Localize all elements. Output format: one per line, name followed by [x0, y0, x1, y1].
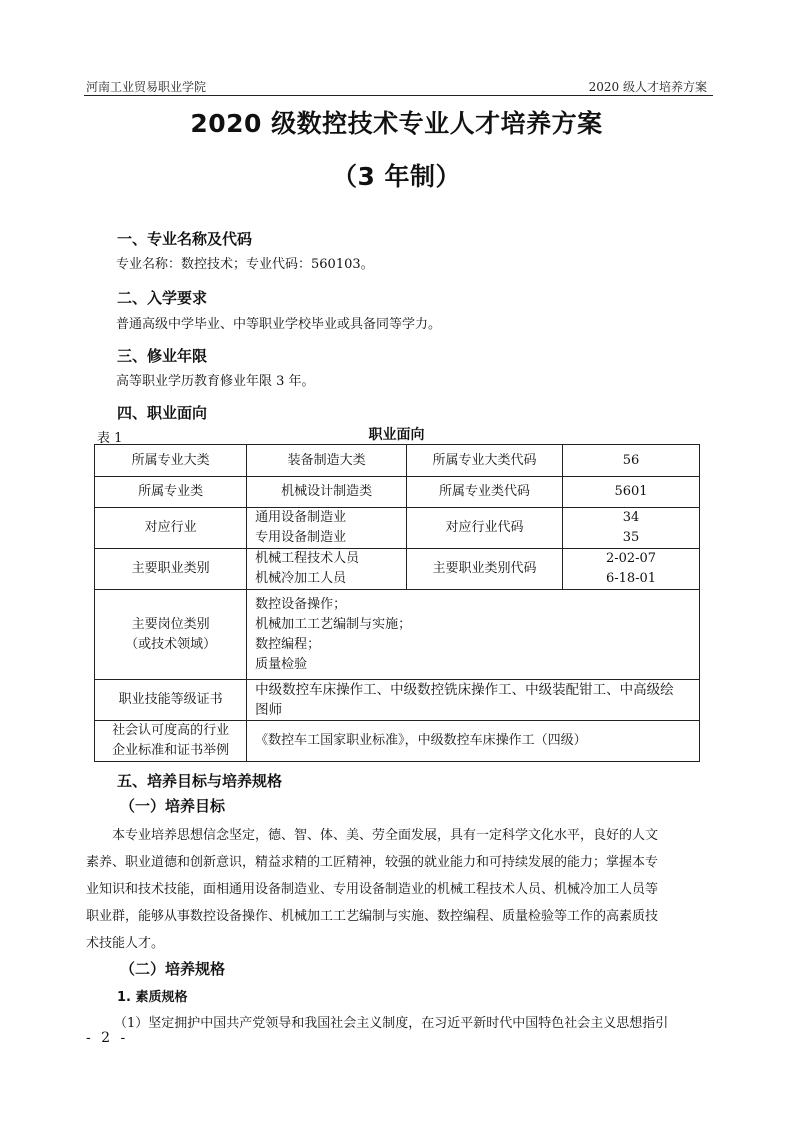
cell-key: 主要职业类别 [95, 549, 247, 590]
key-line: 企业标准和证书举例 [112, 743, 230, 758]
code-line: 2-02-07 [605, 551, 657, 566]
post-line: 数控编程； [255, 636, 321, 652]
key-line: 主要岗位类别 [131, 616, 210, 632]
page-number: - 2 - [86, 1030, 129, 1046]
post-line: 质量检验 [255, 656, 308, 672]
paragraph-line: 业知识和技术技能，面相通用设备制造业、专用设备制造业的机械工程技术人员、机械冷加工人员等 [86, 882, 659, 897]
paragraph-line: 素养、职业道德和创新意识，精益求精的工匠精神，较强的就业能力和可持续发展的能力；掌握本专 [86, 855, 659, 870]
cell-value: 《数控车工国家职业标准》，中级数控车床操作工（四级） [247, 721, 700, 762]
industry-line: 专用设备制造业 [255, 530, 347, 545]
section-2-text: 普通高级中学毕业、中等职业学校毕业或具备同等学力。 [116, 317, 442, 332]
cell-value [247, 680, 700, 721]
header-institution: 河南工业贸易职业学院 [86, 80, 207, 94]
document-title: 2020 级数控技术专业人才培养方案 [190, 109, 603, 138]
cell-value: 机械设计制造类 [247, 477, 407, 508]
occupation-table [94, 444, 700, 762]
key-line: （或技术领域） [125, 636, 217, 652]
section-2-heading: 二、入学要求 [117, 289, 208, 307]
section-4-heading: 四、职业面向 [117, 404, 208, 422]
cell-value [563, 508, 700, 549]
cell-value [247, 508, 407, 549]
cell-key: 所属专业类代码 [407, 477, 563, 508]
code-line: 6-18-01 [605, 571, 657, 586]
cell-key [95, 590, 247, 680]
paragraph-line: 本专业培养思想信念坚定，德、智、体、美、劳全面发展，具有一定科学文化水平，良好的人文 [86, 828, 659, 843]
industry-line: 通用设备制造业 [255, 510, 347, 525]
cell-key: 对应行业代码 [407, 508, 563, 549]
table-row [95, 549, 700, 590]
header-plan-name: 2020 级人才培养方案 [588, 80, 707, 94]
table-row [95, 721, 700, 762]
item-quality-text: （1）坚定拥护中国共产党领导和我国社会主义制度，在习近平新时代中国特色社会主义思想指引 [114, 1016, 669, 1031]
cell-key: 职业技能等级证书 [95, 680, 247, 721]
paragraph-line: 术技能人才。 [86, 936, 165, 951]
cell-key: 主要职业类别代码 [407, 549, 563, 590]
item-quality-heading: 1. 素质规格 [117, 990, 188, 1005]
section-1-heading: 一、专业名称及代码 [117, 230, 253, 248]
occupation-line: 机械工程技术人员 [255, 551, 360, 566]
header-rule [84, 95, 713, 96]
cell-key: 所属专业大类 [95, 445, 247, 477]
post-line: 机械加工工艺编制与实施； [255, 616, 412, 632]
cell-key: 所属专业大类代码 [407, 445, 563, 477]
table-label: 表 1 [97, 431, 123, 446]
cell-key: 对应行业 [95, 508, 247, 549]
cell-value: 56 [563, 445, 700, 477]
table-row [95, 445, 700, 477]
code-line: 35 [622, 530, 640, 545]
cell-value: 5601 [563, 477, 700, 508]
cert-line: 图师 [255, 702, 283, 718]
subsection-spec-heading: （二）培养规格 [120, 960, 226, 978]
section-1-text: 专业名称：数控技术；专业代码：560103。 [116, 257, 374, 272]
table-caption: 职业面向 [368, 427, 425, 443]
cert-line: 中级数控车床操作工、中级数控铣床操作工、中级装配钳工、中高级绘 [255, 682, 674, 698]
section-3-heading: 三、修业年限 [117, 347, 208, 365]
section-5-heading: 五、培养目标与培养规格 [117, 772, 283, 790]
section-3-text: 高等职业学历教育修业年限 3 年。 [116, 374, 315, 389]
post-line: 数控设备操作； [255, 596, 347, 612]
cell-key [95, 721, 247, 762]
cell-value [247, 549, 407, 590]
document-subtitle: （3 年制） [331, 162, 462, 191]
table-row [95, 590, 700, 680]
cell-value: 装备制造大类 [247, 445, 407, 477]
key-line: 社会认可度高的行业 [112, 723, 230, 738]
cell-value [247, 590, 700, 680]
paragraph-line: 职业群，能够从事数控设备操作、机械加工工艺编制与实施、数控编程、质量检验等工作的高素质技 [86, 909, 659, 924]
table-row [95, 508, 700, 549]
cell-key: 所属专业类 [95, 477, 247, 508]
table-row [95, 477, 700, 508]
occupation-line: 机械冷加工人员 [255, 571, 347, 586]
code-line: 34 [622, 510, 640, 525]
cell-value [563, 549, 700, 590]
subsection-goal-heading: （一）培养目标 [120, 797, 226, 815]
table-row [95, 680, 700, 721]
